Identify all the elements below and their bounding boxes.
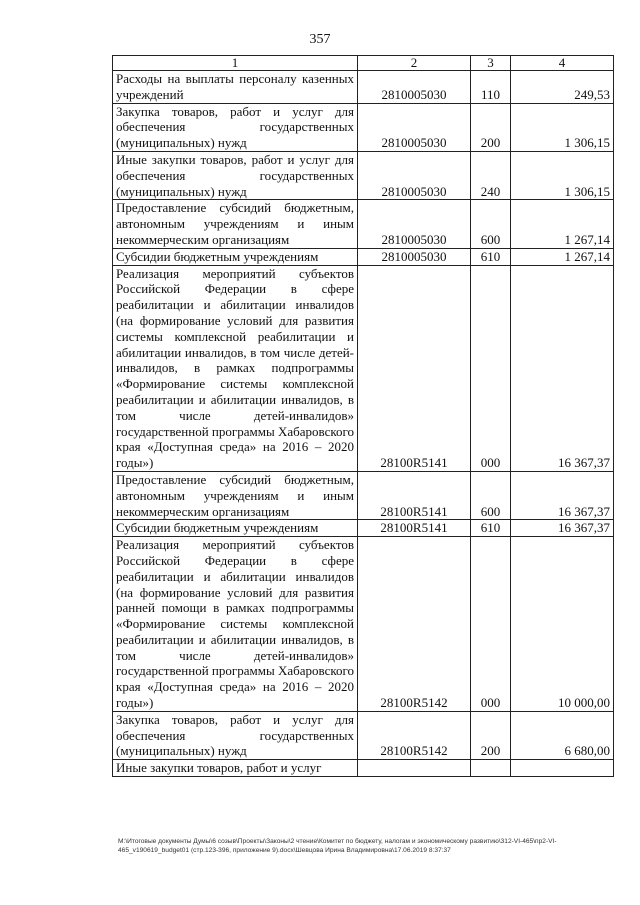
row-type: 610 [471,248,511,265]
column-header-type: 3 [471,56,511,71]
row-code: 28100R5141 [358,520,471,537]
column-header-amount: 4 [511,56,614,71]
row-code: 2810005030 [358,248,471,265]
table-row [113,265,614,471]
budget-table [112,55,614,777]
row-name: Закупка товаров, работ и услуг для обеспечения государственных (муниципальных) нужд [113,711,358,759]
row-type: 000 [471,265,511,471]
row-amount: 249,53 [511,71,614,104]
row-code [358,760,471,777]
row-name: Закупка товаров, работ и услуг для обеспечения государственных (муниципальных) нужд [113,103,358,151]
table-row [113,151,614,199]
row-name: Реализация мероприятий субъектов Российской Федерации в сфере реабилитации и абилитации инвалидов (на формирование условий для развития ранней помощи в рамках подпрограммы «Формирование системы комплексной реабилитации и абилитации инвалидов, в том числе детей-инвалидов» государственной программы Хабаровского края «Доступная среда» на 2016 – 2020 годы») [113,537,358,712]
row-amount: 1 267,14 [511,248,614,265]
table-header-row [113,56,614,71]
row-code: 2810005030 [358,71,471,104]
row-type: 110 [471,71,511,104]
table-row [113,520,614,537]
footer-path-line-2: 465_v190619_budget01 (стр.123-396, приложение 9).docx\Шевцова Ирина Владимировна\17.06.2019 8:37:37 [118,846,451,854]
row-name: Иные закупки товаров, работ и услуг для обеспечения государственных (муниципальных) нужд [113,151,358,199]
row-name: Предоставление субсидий бюджетным, автономным учреждениям и иным некоммерческим организациям [113,471,358,519]
table-row [113,711,614,759]
row-type: 240 [471,151,511,199]
row-code: 28100R5142 [358,537,471,712]
row-name: Субсидии бюджетным учреждениям [113,248,358,265]
row-code: 28100R5141 [358,265,471,471]
row-amount: 1 267,14 [511,200,614,248]
row-type: 600 [471,471,511,519]
row-name: Расходы на выплаты персоналу казенных учреждений [113,71,358,104]
row-type: 600 [471,200,511,248]
file-path-footer [118,838,618,855]
column-header-code: 2 [358,56,471,71]
table-row [113,760,614,777]
page-number: 357 [309,32,331,47]
row-type: 000 [471,537,511,712]
row-type: 610 [471,520,511,537]
table-row [113,248,614,265]
table-row [113,71,614,104]
row-type: 200 [471,103,511,151]
row-amount: 10 000,00 [511,537,614,712]
row-name: Иные закупки товаров, работ и услуг [113,760,358,777]
row-name: Реализация мероприятий субъектов Российской Федерации в сфере реабилитации и абилитации инвалидов (на формирование условий для развития системы комплексной реабилитации и абилитации инвалидов, в том числе детей-инвалидов, в рамках подпрограммы «Формирование системы комплексной реабилитации и абилитации инвалидов, в том числе детей-инвалидов» государственной программы Хабаровского края «Доступная среда» на 2016 – 2020 годы») [113,265,358,471]
table-row [113,471,614,519]
row-code: 28100R5142 [358,711,471,759]
row-name: Субсидии бюджетным учреждениям [113,520,358,537]
row-amount [511,760,614,777]
row-amount: 16 367,37 [511,520,614,537]
row-type: 200 [471,711,511,759]
row-amount: 1 306,15 [511,151,614,199]
table-row [113,103,614,151]
column-header-name: 1 [113,56,358,71]
row-amount: 16 367,37 [511,265,614,471]
row-amount: 1 306,15 [511,103,614,151]
footer-path-line-1: M:\Итоговые документы Думы\6 созыв\Проекты\Законы\2 чтение\Комитет по бюджету, налогам и экономическому развитию\312-VI-465\пр2-VI- [118,838,557,845]
table-row [113,537,614,712]
row-code: 2810005030 [358,103,471,151]
row-name: Предоставление субсидий бюджетным, автономным учреждениям и иным некоммерческим организациям [113,200,358,248]
row-amount: 6 680,00 [511,711,614,759]
row-amount: 16 367,37 [511,471,614,519]
table-row [113,200,614,248]
row-code: 2810005030 [358,151,471,199]
row-code: 28100R5141 [358,471,471,519]
row-code: 2810005030 [358,200,471,248]
row-type [471,760,511,777]
